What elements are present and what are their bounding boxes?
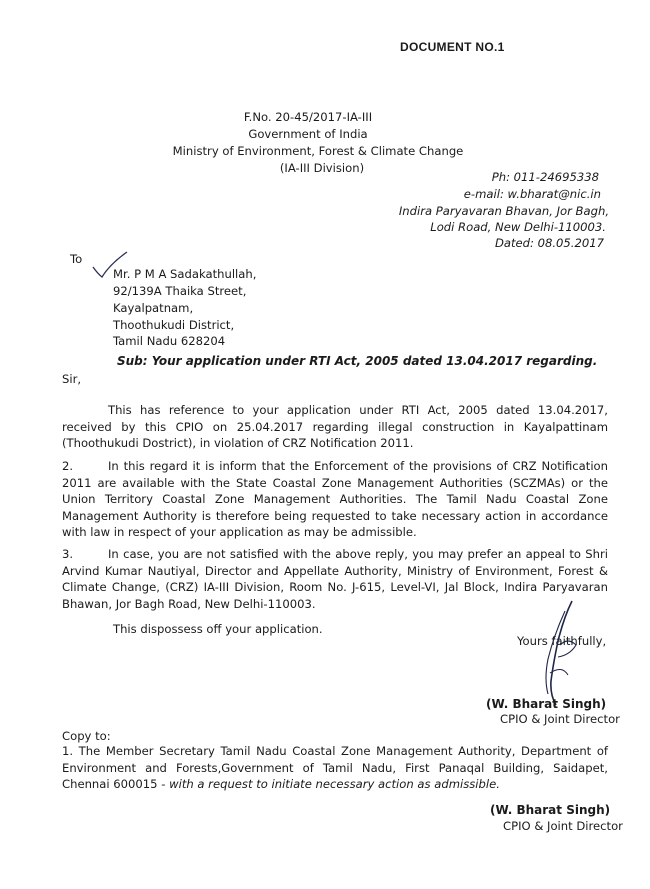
- closing-salutation: Yours faithfully,: [517, 634, 607, 648]
- recipient-line: Kayalpatnam,: [113, 301, 194, 315]
- subject-line: Sub: Your application under RTI Act, 2005 dated 13.04.2017 regarding.: [117, 354, 598, 368]
- recipient-line: Tamil Nadu 628204: [113, 334, 226, 348]
- copy-item-1-request: with a request to initiate necessary action as admissible.: [169, 777, 500, 791]
- footer-signatory-title: CPIO & Joint Director: [503, 819, 623, 833]
- paragraph-3-text: In case, you are not satisfied with the above reply, you may prefer an appeal to Shri Arvind Kumar Nautiyal, Director and Appellate Authority, Ministry of Environment, Forest & Climate Change, (CRZ) IA-III Division, Room No. J-615, Level-VI, Jal Block, Indira Paryavaran Bhawan, Jor Bagh Road, New Delhi-110003.: [62, 547, 608, 611]
- file-number: F.No. 20-45/2017-IA-III: [243, 110, 373, 124]
- office-address-line1: Indira Paryavaran Bhavan, Jor Bagh,: [398, 204, 609, 218]
- office-address-line2: Lodi Road, New Delhi-110003.: [430, 220, 606, 234]
- date-line: Dated: 08.05.2017: [494, 236, 604, 250]
- signatory-title: CPIO & Joint Director: [500, 712, 620, 726]
- paragraph-1-text: This has reference to your application under RTI Act, 2005 dated 13.04.2017, received by this CPIO on 25.04.2017 regarding illegal construction in Kayalpattinam (Thoothukudi Dostrict), in violation of CRZ Notification 2011.: [62, 403, 608, 450]
- paragraph-3-number: 3.: [62, 547, 74, 561]
- paragraph-2-number: 2.: [62, 459, 74, 473]
- recipient-line: Mr. P M A Sadakathullah,: [113, 267, 257, 281]
- recipient-line: Thoothukudi District,: [113, 318, 235, 332]
- email-address: e-mail: w.bharat@nic.in: [463, 187, 601, 201]
- to-label: To: [70, 252, 83, 266]
- document-label: DOCUMENT NO.1: [400, 40, 505, 54]
- paragraph-2: [62, 458, 608, 541]
- copy-item-1: [62, 743, 608, 793]
- footer-signatory-name: (W. Bharat Singh): [490, 803, 611, 817]
- recipient-line: 92/139A Thaika Street,: [113, 284, 247, 298]
- signatory-name: (W. Bharat Singh): [486, 697, 607, 711]
- signature-image: [520, 595, 600, 710]
- paragraph-4: This dispossess off your application.: [113, 622, 323, 636]
- copy-to-heading: Copy to:: [62, 729, 111, 743]
- salutation: Sir,: [62, 372, 82, 386]
- government-line: Government of India: [248, 127, 368, 141]
- paragraph-1: [62, 402, 608, 452]
- paragraph-2-text: In this regard it is inform that the Enforcement of the provisions of CRZ Notification 2011 are available with the State Coastal Zone Management Authorities (SCZMAs) or the Union Territory Coastal Zone Management Authorities. The Tamil Nadu Coastal Zone Management Authority is therefore being requested to take necessary action in accordance with law in respect of your application as may be admissible.: [62, 459, 608, 539]
- division-line: (IA-III Division): [279, 161, 365, 175]
- phone-number: Ph: 011-24695338: [491, 170, 599, 184]
- copy-item-1-text: 1. The Member Secretary Tamil Nadu Coastal Zone Management Authority, Department of Environment and Forests,Government of Tamil Nadu, First Panaqal Building, Saidapet, Chennai 600015 -: [62, 744, 608, 791]
- ministry-line: Ministry of Environment, Forest & Climate Change: [172, 144, 464, 158]
